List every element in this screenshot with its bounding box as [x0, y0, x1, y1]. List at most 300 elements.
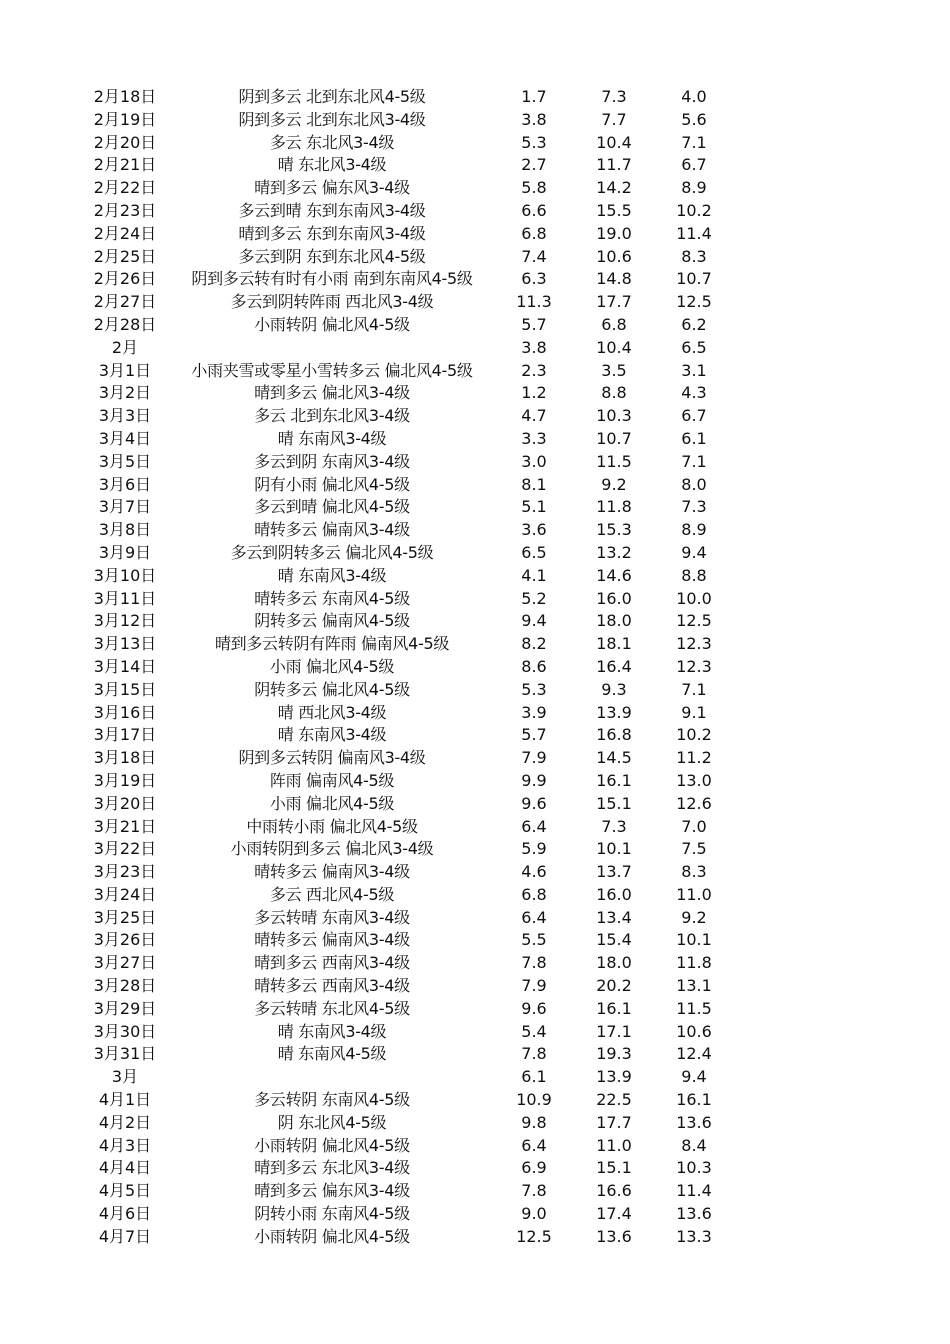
high-temp-cell: 11.8 [596, 497, 632, 517]
high-temp-cell: 19.3 [596, 1044, 632, 1064]
high-temp-cell: 16.1 [596, 998, 632, 1018]
high-temp-cell: 11.0 [596, 1135, 632, 1155]
table-row [0, 1043, 950, 1066]
table-row [0, 838, 950, 861]
table-row [0, 565, 950, 588]
weather-cell: 多云到阴 东到东北风4-5级 [238, 246, 426, 266]
table-row [0, 747, 950, 770]
weather-cell: 晴 东南风4-5级 [277, 1044, 387, 1064]
date-cell: 2月25日 [93, 246, 157, 266]
table-row [0, 1180, 950, 1203]
high-temp-cell: 15.5 [596, 200, 632, 220]
high-temp-cell: 11.5 [596, 451, 632, 471]
table-row [0, 1203, 950, 1226]
date-cell: 3月11日 [93, 588, 157, 608]
weather-cell: 晴 西北风3-4级 [277, 702, 387, 722]
low-temp-cell: 6.4 [521, 1135, 547, 1155]
high-temp-cell: 10.3 [596, 406, 632, 426]
low-temp-cell: 3.3 [521, 428, 547, 448]
table-row [0, 998, 950, 1021]
high-temp-cell: 6.8 [601, 314, 627, 334]
high-temp-cell: 18.0 [596, 611, 632, 631]
weather-cell: 晴到多云 偏东风3-4级 [254, 178, 410, 198]
weather-cell: 晴 东南风3-4级 [277, 565, 387, 585]
table-row [0, 1157, 950, 1180]
low-temp-cell: 8.1 [521, 474, 547, 494]
table-row [0, 952, 950, 975]
date-cell: 3月25日 [93, 907, 157, 927]
avg-temp-cell: 7.0 [681, 816, 707, 836]
date-cell: 3月14日 [93, 656, 157, 676]
high-temp-cell: 7.3 [601, 816, 627, 836]
date-cell: 2月19日 [93, 109, 157, 129]
high-temp-cell: 13.6 [596, 1226, 632, 1246]
avg-temp-cell: 12.6 [676, 793, 712, 813]
avg-temp-cell: 12.5 [676, 611, 712, 631]
low-temp-cell: 5.5 [521, 930, 547, 950]
high-temp-cell: 10.7 [596, 428, 632, 448]
weather-cell: 晴 东南风3-4级 [277, 428, 387, 448]
weather-cell: 晴转多云 东南风4-5级 [254, 588, 410, 608]
date-cell: 3月22日 [93, 839, 157, 859]
table-row [0, 382, 950, 405]
weather-cell: 多云到阴转阵雨 西北风3-4级 [230, 292, 434, 312]
low-temp-cell: 4.7 [521, 406, 547, 426]
weather-cell: 阴转多云 偏南风4-5级 [254, 611, 410, 631]
table-row [0, 679, 950, 702]
low-temp-cell: 1.2 [521, 383, 547, 403]
table-row [0, 337, 950, 360]
low-temp-cell: 5.7 [521, 314, 547, 334]
high-temp-cell: 14.8 [596, 269, 632, 289]
avg-temp-cell: 10.3 [676, 1158, 712, 1178]
low-temp-cell: 6.4 [521, 907, 547, 927]
high-temp-cell: 14.6 [596, 565, 632, 585]
date-cell: 2月24日 [93, 223, 157, 243]
avg-temp-cell: 6.5 [681, 337, 707, 357]
table-row [0, 109, 950, 132]
avg-temp-cell: 7.1 [681, 679, 707, 699]
weather-cell: 小雨转阴 偏北风4-5级 [254, 314, 410, 334]
high-temp-cell: 14.2 [596, 178, 632, 198]
low-temp-cell: 8.2 [521, 634, 547, 654]
low-temp-cell: 4.1 [521, 565, 547, 585]
avg-temp-cell: 13.6 [676, 1112, 712, 1132]
high-temp-cell: 13.9 [596, 1067, 632, 1087]
weather-cell: 阴转小雨 东南风4-5级 [254, 1204, 410, 1224]
date-cell: 3月10日 [93, 565, 157, 585]
low-temp-cell: 3.9 [521, 702, 547, 722]
avg-temp-cell: 11.2 [676, 748, 712, 768]
weather-cell: 中雨转小雨 偏北风4-5级 [246, 816, 418, 836]
table-row [0, 428, 950, 451]
low-temp-cell: 7.8 [521, 1181, 547, 1201]
date-cell: 4月6日 [98, 1204, 152, 1224]
date-cell: 4月1日 [98, 1090, 152, 1110]
table-row [0, 223, 950, 246]
avg-temp-cell: 10.1 [676, 930, 712, 950]
avg-temp-cell: 8.9 [681, 520, 707, 540]
table-row [0, 929, 950, 952]
weather-cell: 晴到多云 偏北风3-4级 [254, 383, 410, 403]
weather-cell: 多云 西北风4-5级 [269, 884, 395, 904]
date-cell: 3月31日 [93, 1044, 157, 1064]
high-temp-cell: 16.8 [596, 725, 632, 745]
avg-temp-cell: 10.2 [676, 200, 712, 220]
date-cell: 3月28日 [93, 976, 157, 996]
avg-temp-cell: 11.0 [676, 884, 712, 904]
weather-cell: 晴到多云 东到东南风3-4级 [238, 223, 426, 243]
weather-cell: 晴转多云 偏南风3-4级 [254, 862, 410, 882]
table-row [0, 246, 950, 269]
low-temp-cell: 6.6 [521, 200, 547, 220]
weather-cell: 晴 东南风3-4级 [277, 725, 387, 745]
avg-temp-cell: 9.2 [681, 907, 707, 927]
low-temp-cell: 9.4 [521, 611, 547, 631]
avg-temp-cell: 12.3 [676, 634, 712, 654]
table-row [0, 360, 950, 383]
high-temp-cell: 9.2 [601, 474, 627, 494]
high-temp-cell: 13.7 [596, 862, 632, 882]
high-temp-cell: 16.6 [596, 1181, 632, 1201]
weather-cell: 阴到多云 北到东北风4-5级 [238, 87, 426, 106]
high-temp-cell: 7.7 [601, 109, 627, 129]
avg-temp-cell: 12.5 [676, 292, 712, 312]
date-cell: 4月7日 [98, 1226, 152, 1246]
avg-temp-cell: 13.0 [676, 770, 712, 790]
low-temp-cell: 5.7 [521, 725, 547, 745]
avg-temp-cell: 4.3 [681, 383, 707, 403]
avg-temp-cell: 7.1 [681, 451, 707, 471]
high-temp-cell: 14.5 [596, 748, 632, 768]
date-cell: 3月27日 [93, 953, 157, 973]
high-temp-cell: 8.8 [601, 383, 627, 403]
avg-temp-cell: 13.1 [676, 976, 712, 996]
date-cell: 3月16日 [93, 702, 157, 722]
avg-temp-cell: 9.4 [681, 1067, 707, 1087]
high-temp-cell: 15.1 [596, 793, 632, 813]
avg-temp-cell: 5.6 [681, 109, 707, 129]
table-row [0, 1089, 950, 1112]
weather-cell: 晴到多云 偏东风3-4级 [254, 1181, 410, 1201]
avg-temp-cell: 10.6 [676, 1021, 712, 1041]
avg-temp-cell: 6.7 [681, 155, 707, 175]
table-row [0, 1021, 950, 1044]
avg-temp-cell: 7.3 [681, 497, 707, 517]
low-temp-cell: 7.4 [521, 246, 547, 266]
high-temp-cell: 22.5 [596, 1090, 632, 1110]
avg-temp-cell: 12.4 [676, 1044, 712, 1064]
date-cell: 2月26日 [93, 269, 157, 289]
low-temp-cell: 9.6 [521, 793, 547, 813]
table-row [0, 177, 950, 200]
weather-cell: 多云 东北风3-4级 [269, 132, 395, 152]
date-cell: 3月5日 [98, 451, 152, 471]
low-temp-cell: 11.3 [516, 292, 552, 312]
high-temp-cell: 17.1 [596, 1021, 632, 1041]
low-temp-cell: 9.9 [521, 770, 547, 790]
high-temp-cell: 3.5 [601, 360, 627, 380]
date-cell: 3月8日 [98, 520, 152, 540]
date-cell: 3月23日 [93, 862, 157, 882]
table-row [0, 200, 950, 223]
low-temp-cell: 5.3 [521, 132, 547, 152]
high-temp-cell: 15.3 [596, 520, 632, 540]
avg-temp-cell: 6.2 [681, 314, 707, 334]
low-temp-cell: 5.9 [521, 839, 547, 859]
date-cell: 2月18日 [93, 87, 157, 106]
high-temp-cell: 13.9 [596, 702, 632, 722]
avg-temp-cell: 7.5 [681, 839, 707, 859]
date-cell: 2月27日 [93, 292, 157, 312]
date-cell: 2月 [111, 337, 139, 357]
table-row [0, 1135, 950, 1158]
date-cell: 3月15日 [93, 679, 157, 699]
weather-cell: 小雨转阴到多云 偏北风3-4级 [230, 839, 434, 859]
weather-cell: 阴有小雨 偏北风4-5级 [254, 474, 410, 494]
avg-temp-cell: 6.7 [681, 406, 707, 426]
table-row [0, 610, 950, 633]
date-cell: 3月1日 [98, 360, 152, 380]
low-temp-cell: 5.3 [521, 679, 547, 699]
high-temp-cell: 16.0 [596, 588, 632, 608]
weather-cell: 晴 东北风3-4级 [277, 155, 387, 175]
date-cell: 3月29日 [93, 998, 157, 1018]
weather-cell: 小雨转阴 偏北风4-5级 [254, 1135, 410, 1155]
weather-cell: 阴到多云转有时有小雨 南到东南风4-5级 [191, 269, 473, 289]
avg-temp-cell: 3.1 [681, 360, 707, 380]
date-cell: 3月30日 [93, 1021, 157, 1041]
weather-cell: 小雨 偏北风4-5级 [269, 793, 395, 813]
avg-temp-cell: 11.8 [676, 953, 712, 973]
date-cell: 2月23日 [93, 200, 157, 220]
low-temp-cell: 3.6 [521, 520, 547, 540]
high-temp-cell: 13.2 [596, 542, 632, 562]
date-cell: 4月5日 [98, 1181, 152, 1201]
high-temp-cell: 20.2 [596, 976, 632, 996]
table-row [0, 268, 950, 291]
date-cell: 3月4日 [98, 428, 152, 448]
weather-cell: 晴转多云 偏南风3-4级 [254, 930, 410, 950]
high-temp-cell: 10.4 [596, 337, 632, 357]
high-temp-cell: 17.7 [596, 292, 632, 312]
table-row [0, 405, 950, 428]
low-temp-cell: 4.6 [521, 862, 547, 882]
table-row [0, 1112, 950, 1135]
avg-temp-cell: 8.3 [681, 246, 707, 266]
avg-temp-cell: 4.0 [681, 87, 707, 106]
date-cell: 3月 [111, 1067, 139, 1087]
high-temp-cell: 15.4 [596, 930, 632, 950]
table-row [0, 633, 950, 656]
high-temp-cell: 17.4 [596, 1204, 632, 1224]
weather-cell: 阴转多云 偏北风4-5级 [254, 679, 410, 699]
table-row [0, 907, 950, 930]
date-cell: 3月13日 [93, 634, 157, 654]
high-temp-cell: 16.0 [596, 884, 632, 904]
date-cell: 3月18日 [93, 748, 157, 768]
date-cell: 2月28日 [93, 314, 157, 334]
avg-temp-cell: 16.1 [676, 1090, 712, 1110]
table-row [0, 154, 950, 177]
date-cell: 4月4日 [98, 1158, 152, 1178]
weather-cell: 多云 北到东北风3-4级 [254, 406, 410, 426]
date-cell: 4月2日 [98, 1112, 152, 1132]
avg-temp-cell: 8.3 [681, 862, 707, 882]
date-cell: 3月9日 [98, 542, 152, 562]
low-temp-cell: 12.5 [516, 1226, 552, 1246]
weather-cell: 多云到阴 东南风3-4级 [254, 451, 410, 471]
low-temp-cell: 6.3 [521, 269, 547, 289]
table-row [0, 793, 950, 816]
high-temp-cell: 19.0 [596, 223, 632, 243]
low-temp-cell: 5.2 [521, 588, 547, 608]
weather-cell: 晴到多云转阴有阵雨 偏南风4-5级 [214, 634, 450, 654]
table-row [0, 770, 950, 793]
avg-temp-cell: 7.1 [681, 132, 707, 152]
low-temp-cell: 7.9 [521, 976, 547, 996]
avg-temp-cell: 13.6 [676, 1204, 712, 1224]
avg-temp-cell: 8.8 [681, 565, 707, 585]
avg-temp-cell: 9.1 [681, 702, 707, 722]
weather-cell: 小雨 偏北风4-5级 [269, 656, 395, 676]
table-row [0, 724, 950, 747]
date-cell: 2月20日 [93, 132, 157, 152]
avg-temp-cell: 8.9 [681, 178, 707, 198]
avg-temp-cell: 10.2 [676, 725, 712, 745]
avg-temp-cell: 8.4 [681, 1135, 707, 1155]
weather-table [0, 86, 950, 1249]
low-temp-cell: 5.4 [521, 1021, 547, 1041]
high-temp-cell: 11.7 [596, 155, 632, 175]
weather-cell: 晴转多云 西南风3-4级 [254, 976, 410, 996]
avg-temp-cell: 9.4 [681, 542, 707, 562]
date-cell: 3月6日 [98, 474, 152, 494]
low-temp-cell: 10.9 [516, 1090, 552, 1110]
weather-cell: 多云转晴 东南风3-4级 [254, 907, 410, 927]
high-temp-cell: 10.6 [596, 246, 632, 266]
avg-temp-cell: 10.0 [676, 588, 712, 608]
weather-cell: 小雨夹雪或零星小雪转多云 偏北风4-5级 [191, 360, 473, 380]
avg-temp-cell: 8.0 [681, 474, 707, 494]
date-cell: 3月20日 [93, 793, 157, 813]
high-temp-cell: 18.0 [596, 953, 632, 973]
date-cell: 3月24日 [93, 884, 157, 904]
low-temp-cell: 2.3 [521, 360, 547, 380]
high-temp-cell: 10.4 [596, 132, 632, 152]
weather-cell: 多云到晴 东到东南风3-4级 [238, 200, 426, 220]
low-temp-cell: 6.4 [521, 816, 547, 836]
low-temp-cell: 5.8 [521, 178, 547, 198]
table-row [0, 542, 950, 565]
weather-cell: 晴到多云 东北风3-4级 [254, 1158, 410, 1178]
weather-cell: 阵雨 偏南风4-5级 [269, 770, 395, 790]
low-temp-cell: 9.0 [521, 1204, 547, 1224]
high-temp-cell: 17.7 [596, 1112, 632, 1132]
low-temp-cell: 6.8 [521, 884, 547, 904]
weather-cell: 多云到阴转多云 偏北风4-5级 [230, 542, 434, 562]
low-temp-cell: 6.8 [521, 223, 547, 243]
avg-temp-cell: 12.3 [676, 656, 712, 676]
table-row [0, 314, 950, 337]
high-temp-cell: 13.4 [596, 907, 632, 927]
low-temp-cell: 3.8 [521, 109, 547, 129]
table-row [0, 656, 950, 679]
table-row [0, 132, 950, 155]
date-cell: 3月3日 [98, 406, 152, 426]
weather-cell: 多云到晴 偏北风4-5级 [254, 497, 410, 517]
low-temp-cell: 7.8 [521, 953, 547, 973]
table-row [0, 291, 950, 314]
low-temp-cell: 7.8 [521, 1044, 547, 1064]
table-row [0, 588, 950, 611]
date-cell: 3月12日 [93, 611, 157, 631]
high-temp-cell: 10.1 [596, 839, 632, 859]
weather-cell: 晴转多云 偏南风3-4级 [254, 520, 410, 540]
weather-cell: 晴 东南风3-4级 [277, 1021, 387, 1041]
high-temp-cell: 9.3 [601, 679, 627, 699]
date-cell: 3月26日 [93, 930, 157, 950]
table-row [0, 702, 950, 725]
date-cell: 2月21日 [93, 155, 157, 175]
date-cell: 3月17日 [93, 725, 157, 745]
weather-cell: 晴到多云 西南风3-4级 [254, 953, 410, 973]
high-temp-cell: 18.1 [596, 634, 632, 654]
low-temp-cell: 5.1 [521, 497, 547, 517]
table-row [0, 451, 950, 474]
low-temp-cell: 6.9 [521, 1158, 547, 1178]
high-temp-cell: 15.1 [596, 1158, 632, 1178]
low-temp-cell: 9.8 [521, 1112, 547, 1132]
low-temp-cell: 7.9 [521, 748, 547, 768]
weather-cell: 阴 东北风4-5级 [277, 1112, 387, 1132]
low-temp-cell: 3.0 [521, 451, 547, 471]
weather-cell: 阴到多云转阴 偏南风3-4级 [238, 748, 426, 768]
table-row [0, 496, 950, 519]
avg-temp-cell: 11.4 [676, 1181, 712, 1201]
weather-cell: 小雨转阴 偏北风4-5级 [254, 1226, 410, 1246]
table-row [0, 861, 950, 884]
date-cell: 3月2日 [98, 383, 152, 403]
table-row [0, 519, 950, 542]
low-temp-cell: 3.8 [521, 337, 547, 357]
weather-cell: 多云转阴 东南风4-5级 [254, 1090, 410, 1110]
date-cell: 2月22日 [93, 178, 157, 198]
date-cell: 3月21日 [93, 816, 157, 836]
table-row [0, 86, 950, 109]
low-temp-cell: 8.6 [521, 656, 547, 676]
date-cell: 3月7日 [98, 497, 152, 517]
high-temp-cell: 16.1 [596, 770, 632, 790]
avg-temp-cell: 10.7 [676, 269, 712, 289]
table-row [0, 1226, 950, 1249]
avg-temp-cell: 13.3 [676, 1226, 712, 1246]
avg-temp-cell: 6.1 [681, 428, 707, 448]
table-row [0, 1066, 950, 1089]
date-cell: 4月3日 [98, 1135, 152, 1155]
high-temp-cell: 16.4 [596, 656, 632, 676]
high-temp-cell: 7.3 [601, 87, 627, 106]
low-temp-cell: 2.7 [521, 155, 547, 175]
avg-temp-cell: 11.5 [676, 998, 712, 1018]
date-cell: 3月19日 [93, 770, 157, 790]
low-temp-cell: 6.1 [521, 1067, 547, 1087]
low-temp-cell: 9.6 [521, 998, 547, 1018]
low-temp-cell: 6.5 [521, 542, 547, 562]
table-row [0, 884, 950, 907]
table-row [0, 975, 950, 998]
table-row [0, 474, 950, 497]
